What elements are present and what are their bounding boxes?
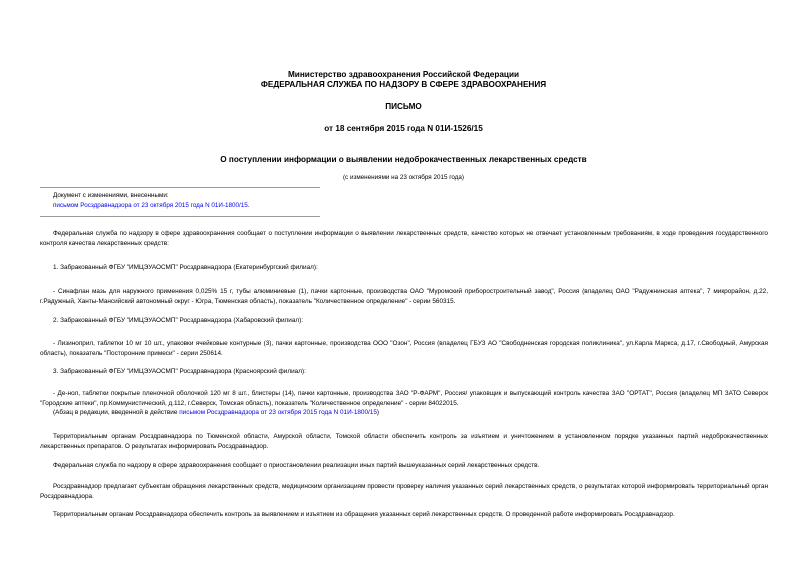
ministry-name: Министерство здравоохранения Российской Федерации [287, 70, 520, 79]
service-name: ФЕДЕРАЛЬНАЯ СЛУЖБА ПО НАДЗОРУ В СФЕРЕ ЗДРАВООХРАНЕНИЯ [260, 80, 547, 89]
item3-note [40, 408, 768, 418]
changes-link[interactable]: письмом Росздравнадзора от 23 октября 2015 года N 01И-1800/15 [53, 202, 248, 209]
changes-bottom-rule [40, 216, 320, 217]
proposal-paragraph: Росздравнадзор предлагает субъектам обращения лекарственных средств, медицинским организациям провести проверку наличия указанных серий лекарственных средств, о результатах которой информировать территориальный орган Росздравнадзора. [40, 483, 768, 500]
item2-title: 2. Забракованный ФГБУ "ИМЦЭУАОСМП" Росздравнадзора (Хабаровский филиал): [53, 317, 304, 324]
item3-note-link[interactable]: письмом Росздравнадзора от 23 октября 2015 года N 01И-1800/15 [179, 409, 377, 416]
changes-link-suffix: . [247, 202, 250, 209]
item2-body: - Лизиноприл, таблетки 10 мг 10 шт., упаковки ячейковые контурные (3), пачки картонные, производства ООО "Озон", Россия (владелец ГБУЗ АО "Свободненская городская поликлиника", ул.Карла Маркса, д.17, г.Свободный, Амурская область), показатель "Посторонние примеси" - серии 250614. [40, 340, 768, 357]
document-date-number: от 18 сентября 2015 года N 01И-1526/15 [324, 124, 483, 133]
territorial-paragraph: Территориальным органам Росздравнадзора по Тюменской области, Амурской области, Томской области обеспечить контроль за изъятием и уничтожением в установленном порядке указанных партий недоброкачественных лекарственных препаратов. О результатах информировать Росздравнадзор. [40, 433, 768, 450]
item3-note-prefix: (Абзац в редакции, введенной в действие [53, 409, 180, 416]
changes-top-rule [40, 187, 320, 188]
document-type: ПИСЬМО [385, 102, 422, 111]
amendment-note: (с изменениями на 23 октября 2015 года) [342, 174, 465, 181]
changes-label: Документ с изменениями, внесенными: [53, 192, 169, 199]
changes-line [53, 201, 250, 210]
document-title: О поступлении информации о выявлении недоброкачественных лекарственных средств [220, 155, 587, 164]
item3-body: - Де-нол, таблетки покрытые пленочной оболочкой 120 мг 8 шт., блистеры (14), пачки картонные, производства ЗАО "Р-ФАРМ", Россия/ упаковщик и выпускающий контроль качества ЗАО "ОРТАТ", Россия (владелец МП ЗАТО Северск "Городские аптеки", пр.Коммунистический, д.112, г.Северск, Томская область), показатель "Количественное определение" - серии 84022015. [40, 390, 768, 407]
item1-body: - Синафлан мазь для наружного применения 0,025% 15 г, тубы алюминиевые (1), пачки картонные, производства ОАО "Муромский приборостроительный завод", Россия (владелец ОАО "Радужнинская аптека", 7 микрорайон, д.22, г.Радужный, Ханты-Мансийский автономный округ - Югра, Тюменская область), показатель "Количественное определение" - серии 560315. [40, 288, 768, 305]
item3-title: 3. Забракованный ФГБУ "ИМЦЭУАОСМП" Росздравнадзора (Красноярский филиал): [53, 368, 306, 375]
item3-note-suffix: ) [376, 409, 380, 416]
suspension-paragraph: Федеральная служба по надзору в сфере здравоохранения сообщает о приостановлении реализации иных партий вышеуказанных серий лекарственных средств. [53, 462, 540, 469]
intro-paragraph: Федеральная служба по надзору в сфере здравоохранения сообщает о поступлении информации о выявлении лекарственных средств, качество которых не отвечает установленным требованиям, в ходе проведения государственного контроля качества лекарственных средств: [40, 230, 768, 247]
item1-title: 1. Забракованный ФГБУ "ИМЦЭУАОСМП" Росздравнадзора (Екатеринбургский филиал): [53, 264, 318, 271]
final-paragraph: Территориальным органам Росздравнадзора обеспечить контроль за выявлением и изъятием из обращения указанных серий лекарственных средств. О проведенной работе информировать Росздравнадзор. [53, 511, 675, 518]
